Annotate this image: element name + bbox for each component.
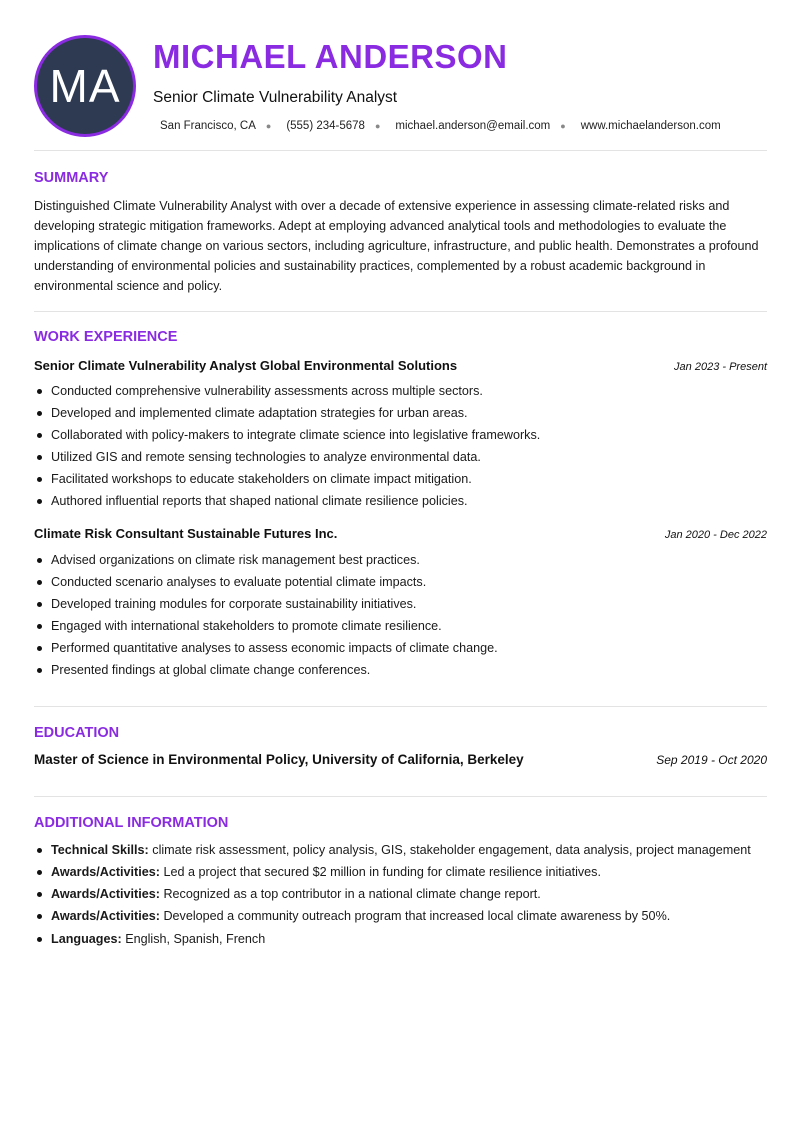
education-degree: Master of Science in Environmental Policy, University of California, Berkeley	[34, 752, 524, 767]
list-item: Conducted scenario analyses to evaluate potential climate impacts.	[34, 571, 767, 593]
avatar	[34, 35, 136, 137]
candidate-headline: Senior Climate Vulnerability Analyst	[153, 89, 398, 106]
list-item	[34, 930, 767, 949]
job-dates: Jan 2023 - Present	[674, 361, 767, 373]
section-title-education: EDUCATION	[34, 725, 120, 741]
divider	[34, 311, 767, 312]
additional-info-list	[34, 841, 767, 952]
info-label: Technical Skills:	[51, 843, 149, 857]
contact-location: San Francisco, CA	[160, 120, 256, 132]
divider	[34, 706, 767, 707]
candidate-name: MICHAEL ANDERSON	[153, 38, 508, 75]
summary-text: Distinguished Climate Vulnerability Analyst with over a decade of extensive experience in assessing climate-related risks and developing strategic mitigation frameworks. Adept at employing advanced analytical tools and methodologies to evaluate the implications of climate change on various sectors, including agriculture, infrastructure, and public health. Demonstrates a profound understanding of environmental policies and sustainability practices, complemented by a robust academic background in environmental science and policy.	[34, 199, 759, 293]
list-item: Facilitated workshops to educate stakeholders on climate impact mitigation.	[34, 468, 767, 490]
bullet-separator-icon: ●	[265, 121, 272, 131]
list-item: Engaged with international stakeholders to promote climate resilience.	[34, 615, 767, 637]
contact-email[interactable]: michael.anderson@email.com	[395, 120, 551, 132]
job-dates: Jan 2020 - Dec 2022	[664, 529, 767, 541]
info-text: Recognized as a top contributor in a national climate change report.	[163, 887, 541, 901]
section-title-summary: SUMMARY	[34, 170, 109, 186]
bullet-separator-icon: ●	[560, 121, 566, 131]
job-header	[34, 526, 767, 541]
list-item	[34, 907, 767, 926]
info-text: climate risk assessment, policy analysis, GIS, stakeholder engagement, data analysis, project management	[152, 843, 751, 857]
job-bullet-list	[34, 549, 767, 681]
job-header	[34, 358, 767, 373]
list-item: Utilized GIS and remote sensing technologies to analyze environmental data.	[34, 446, 767, 468]
list-item: Developed and implemented climate adaptation strategies for urban areas.	[34, 402, 767, 424]
info-label: Awards/Activities:	[51, 909, 160, 923]
list-item	[34, 863, 767, 882]
list-item: Advised organizations on climate risk management best practices.	[34, 549, 767, 571]
contact-phone[interactable]: (555) 234-5678	[286, 120, 365, 132]
list-item: Collaborated with policy-makers to integrate climate science into legislative frameworks.	[34, 424, 767, 446]
education-entry	[34, 752, 767, 767]
info-text: English, Spanish, French	[125, 932, 266, 946]
info-label: Languages:	[51, 932, 122, 946]
education-dates: Sep 2019 - Oct 2020	[656, 753, 767, 767]
info-label: Awards/Activities:	[51, 865, 160, 879]
list-item	[34, 841, 767, 860]
job-bullet-list	[34, 380, 767, 512]
job-title: Senior Climate Vulnerability Analyst Global Environmental Solutions	[34, 358, 458, 373]
contact-bar	[160, 120, 721, 132]
avatar-initials: MA	[49, 60, 121, 112]
section-title-experience: WORK EXPERIENCE	[34, 329, 178, 345]
info-text: Led a project that secured $2 million in funding for climate resilience initiatives.	[163, 865, 601, 879]
job-title: Climate Risk Consultant Sustainable Futures Inc.	[34, 526, 338, 541]
list-item: Conducted comprehensive vulnerability assessments across multiple sectors.	[34, 380, 767, 402]
info-text: Developed a community outreach program that increased local climate awareness by 50%.	[163, 909, 671, 923]
list-item: Performed quantitative analyses to assess economic impacts of climate change.	[34, 637, 767, 659]
section-title-additional: ADDITIONAL INFORMATION	[34, 815, 229, 831]
bullet-separator-icon: ●	[374, 121, 381, 131]
contact-website[interactable]: www.michaelanderson.com	[580, 120, 721, 132]
list-item: Authored influential reports that shaped national climate resilience policies.	[34, 490, 767, 512]
list-item	[34, 885, 767, 904]
list-item: Presented findings at global climate change conferences.	[34, 659, 767, 681]
divider	[34, 796, 767, 797]
divider	[34, 150, 767, 151]
list-item: Developed training modules for corporate sustainability initiatives.	[34, 593, 767, 615]
info-label: Awards/Activities:	[51, 887, 160, 901]
